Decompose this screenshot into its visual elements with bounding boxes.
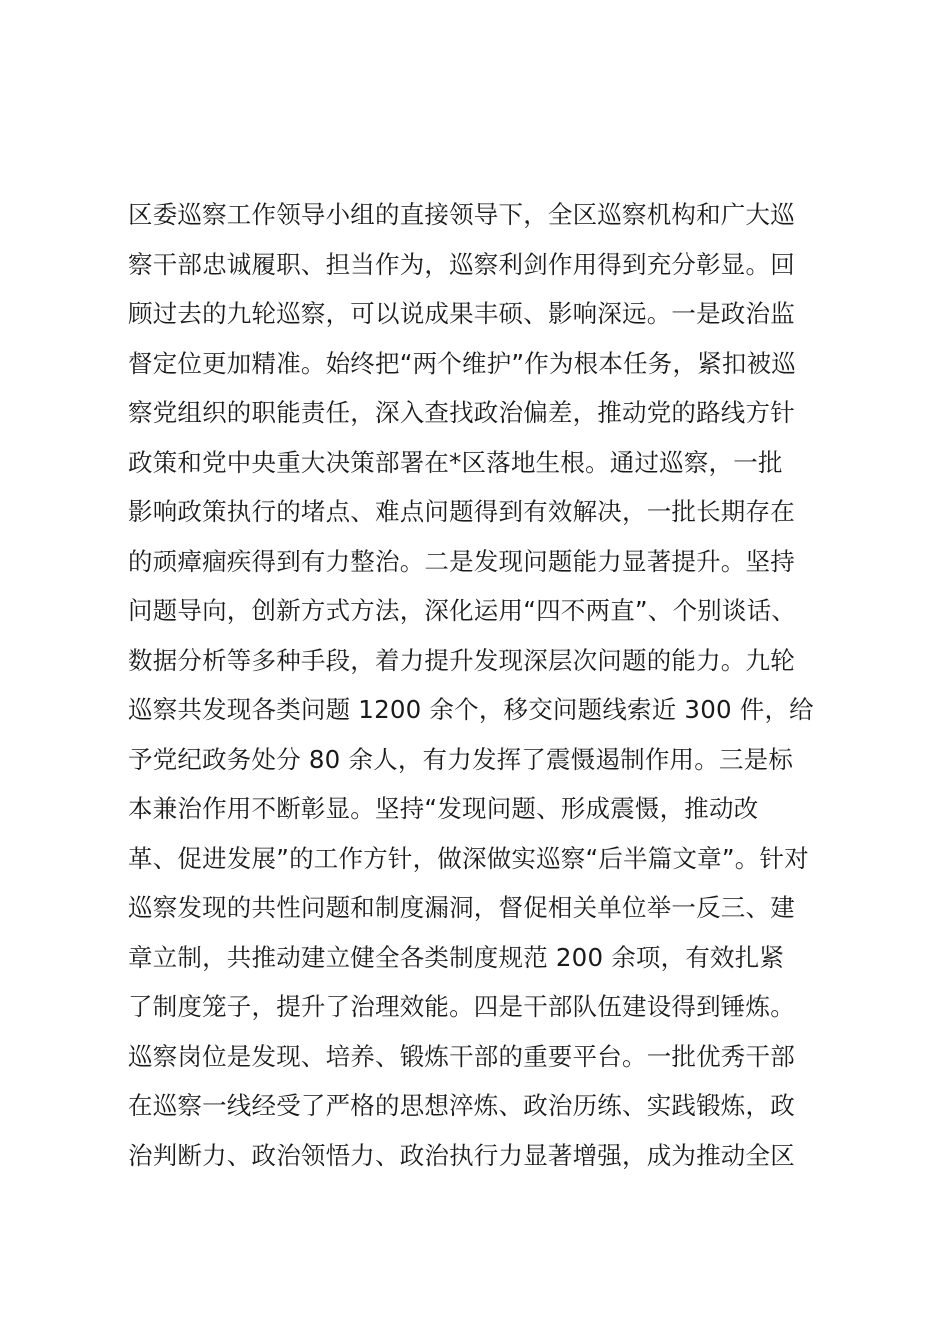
text-line: 政策和党中央重大决策部署在*区落地生根。通过巡察，一批 — [128, 447, 783, 477]
text-line: 数据分析等多种手段，着力提升发现深层次问题的能力。九轮 — [128, 645, 795, 675]
text-line: 在巡察一线经受了严格的思想淬炼、政治历练、实践锻炼，政 — [128, 1091, 795, 1120]
text-line: 问题导向，创新方式方法，深化运用“四不两直”、个别谈话、 — [128, 596, 796, 625]
text-line: 巡察发现的共性问题和制度漏洞，督促相关单位举一反三、建 — [128, 893, 795, 922]
text-line: 督定位更加精准。始终把“两个维护”作为根本任务，紧扣被巡 — [128, 348, 796, 378]
text-line: 巡察共发现各类问题 1200 余个，移交问题线索近 300 件，给 — [128, 695, 814, 724]
text-line: 本兼治作用不断彰显。坚持“发现问题、形成震慑，推动改 — [128, 794, 759, 823]
text-line: 巡察岗位是发现、培养、锻炼干部的重要平台。一批优秀干部 — [128, 1041, 795, 1071]
text-line: 区委巡察工作领导小组的直接领导下，全区巡察机构和广大巡 — [128, 200, 795, 229]
text-line: 顾过去的九轮巡察，可以说成果丰硕、影响深远。一是政治监 — [128, 299, 795, 328]
text-line: 治判断力、政治领悟力、政治执行力显著增强，成为推动全区 — [128, 1140, 795, 1170]
text-line: 影响政策执行的堵点、难点问题得到有效解决，一批长期存在 — [128, 497, 795, 526]
text-line: 察党组织的职能责任，深入查找政治偏差，推动党的路线方针 — [128, 398, 795, 427]
text-line: 察干部忠诚履职、担当作为，巡察利剑作用得到充分彰显。回 — [128, 249, 795, 279]
text-line: 予党纪政务处分 80 余人，有力发挥了震慑遏制作用。三是标 — [128, 744, 794, 774]
text-line: 革、促进发展”的工作方针，做深做实巡察“后半篇文章”。针对 — [128, 843, 809, 873]
text-line: 章立制，共推动建立健全各类制度规范 200 余项，有效扎紧 — [128, 942, 785, 972]
text-line: 的顽瘴痼疾得到有力整治。二是发现问题能力显著提升。坚持 — [128, 546, 795, 576]
body-paragraph — [128, 190, 828, 1180]
text-line: 了制度笼子，提升了治理效能。四是干部队伍建设得到锤炼。 — [128, 992, 795, 1021]
